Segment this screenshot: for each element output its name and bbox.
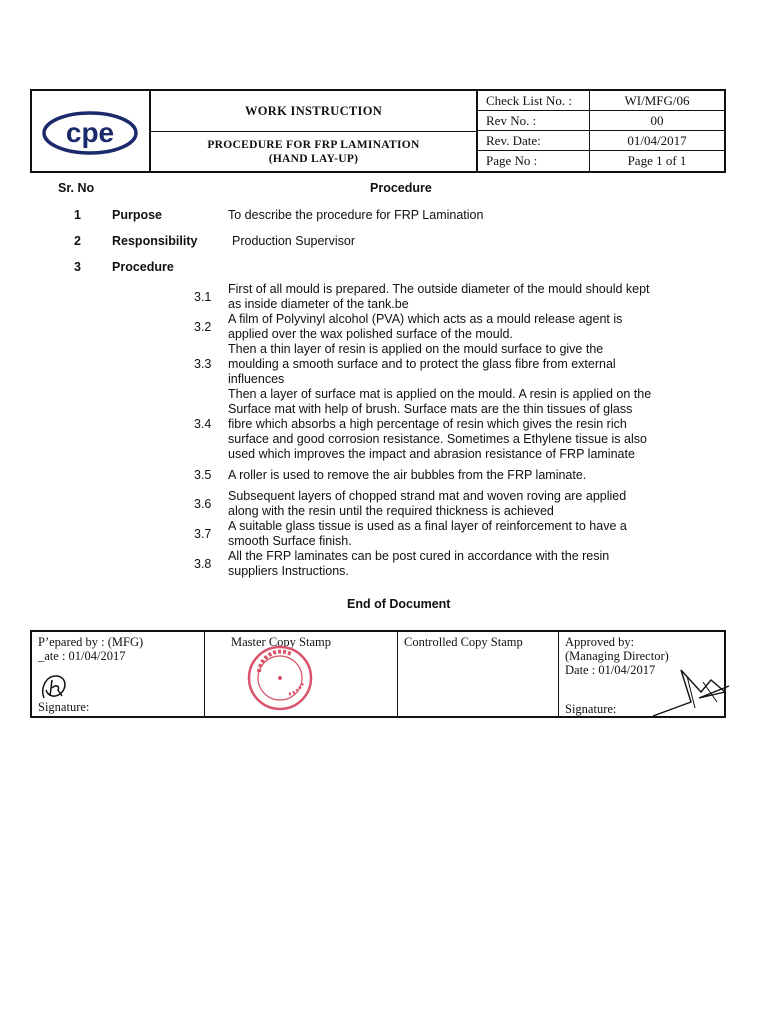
sr-no-heading: Sr. No — [58, 181, 95, 195]
meta-row-checklist — [478, 91, 724, 111]
meta-table — [478, 91, 724, 171]
step-text — [228, 468, 708, 483]
section-label-purpose: Purpose — [112, 208, 163, 222]
meta-label: Check List No. : — [478, 91, 590, 110]
procedure-heading: Procedure — [370, 181, 432, 195]
document-subtitle — [151, 132, 476, 171]
meta-label: Rev. Date: — [478, 131, 590, 150]
meta-value: WI/MFG/06 — [624, 93, 690, 108]
step-line: First of all mould is prepared. The outside diameter of the mould should kept — [228, 282, 650, 296]
step-line: Subsequent layers of chopped strand mat and woven roving are applied — [228, 489, 627, 503]
step-line: All the FRP laminates can be post cured in accordance with the resin — [228, 549, 610, 563]
meta-row-page-no — [478, 151, 724, 171]
section-text-responsibility: Production Supervisor — [232, 234, 355, 248]
step-line: fibre which absorbs a high percentage of resin which gives the resin rich — [228, 417, 627, 431]
step-number: 3.8 — [194, 557, 212, 571]
step-line: Surface mat with help of brush. Surface mats are the thin tissues of glass — [228, 402, 633, 416]
step-line: used which improves the impact and abrasion resistance of FRP laminate — [228, 447, 635, 461]
step-number: 3.2 — [194, 320, 212, 334]
step-number: 3.5 — [194, 468, 212, 482]
step-text — [228, 387, 708, 462]
step-line: surface and good corrosion resistance. Sometimes a Ethylene tissue is also — [228, 432, 647, 446]
step-text — [228, 342, 708, 387]
step-number: 3.3 — [194, 357, 212, 371]
prepared-date: _ate : 01/04/2017 — [38, 649, 126, 663]
controlled-copy-stamp-cell — [398, 632, 559, 716]
step-text — [228, 282, 708, 312]
signature-table — [30, 630, 726, 718]
meta-row-rev-no — [478, 111, 724, 131]
prepared-signature-label: Signature: — [38, 700, 90, 714]
step-line: moulding a smooth surface and to protect the glass fibre from external — [228, 357, 616, 371]
step-text — [228, 519, 708, 549]
step-line: Then a layer of surface mat is applied on the mould. A resin is applied on the — [228, 387, 652, 401]
step-line: suppliers Instructions. — [228, 564, 349, 578]
prepared-signature-icon — [38, 670, 72, 704]
master-copy-stamp-cell — [205, 632, 398, 716]
header-table — [30, 89, 726, 173]
step-text — [228, 549, 708, 579]
step-line: along with the resin until the required thickness is achieved — [228, 504, 554, 518]
title-cell — [151, 91, 478, 171]
subtitle-line-1: PROCEDURE FOR FRP LAMINATION — [207, 138, 420, 151]
section-number: 1 — [74, 208, 81, 222]
step-line: A suitable glass tissue is used as a final layer of reinforcement to have a — [228, 519, 627, 533]
step-text — [228, 489, 708, 519]
prepared-by-cell — [32, 632, 205, 716]
meta-label: Rev No. : — [478, 111, 590, 130]
step-line: Then a thin layer of resin is applied on the mould surface to give the — [228, 342, 604, 356]
document-title: WORK INSTRUCTION — [151, 91, 476, 132]
step-text — [228, 312, 708, 342]
meta-row-rev-date — [478, 131, 724, 151]
meta-value: 00 — [650, 113, 664, 128]
subtitle-line-2: (HAND LAY-UP) — [268, 152, 359, 165]
approved-role: (Managing Director) — [565, 649, 669, 663]
section-text-purpose: To describe the procedure for FRP Lamination — [228, 208, 484, 222]
prepared-by-label: P’epared by : (MFG) — [38, 635, 144, 649]
step-line: smooth Surface finish. — [228, 534, 352, 548]
step-line: as inside diameter of the tank.be — [228, 297, 409, 311]
approved-signature-icon — [651, 662, 731, 718]
approved-by-cell — [559, 632, 724, 716]
section-number: 3 — [74, 260, 81, 274]
step-number: 3.6 — [194, 497, 212, 511]
step-line: A roller is used to remove the air bubbles from the FRP laminate. — [228, 468, 587, 482]
svg-text:cpe: cpe — [65, 117, 115, 148]
step-number: 3.4 — [194, 417, 212, 431]
step-line: applied over the wax polished surface of the mould. — [228, 327, 513, 341]
approved-by-label: Approved by: — [565, 635, 635, 649]
section-number: 2 — [74, 234, 81, 248]
meta-value: Page 1 of 1 — [627, 153, 687, 168]
step-number: 3.1 — [194, 290, 212, 304]
end-of-document: End of Document — [347, 597, 451, 611]
cpe-logo-icon — [42, 111, 138, 155]
approved-signature-label: Signature: — [565, 702, 617, 716]
master-copy-stamp-icon — [245, 642, 315, 712]
step-number: 3.7 — [194, 527, 212, 541]
approved-date: Date : 01/04/2017 — [565, 663, 656, 677]
step-line: A film of Polyvinyl alcohol (PVA) which acts as a mould release agent is — [228, 312, 623, 326]
step-line: influences — [228, 372, 285, 386]
meta-value: 01/04/2017 — [627, 133, 687, 148]
logo-cell — [32, 91, 151, 171]
section-label-procedure: Procedure — [112, 260, 174, 274]
controlled-copy-stamp-label: Controlled Copy Stamp — [404, 635, 523, 649]
section-label-responsibility: Responsibility — [112, 234, 198, 248]
meta-label: Page No : — [478, 151, 590, 171]
master-copy-stamp-label: Master Copy Stamp — [231, 635, 331, 649]
